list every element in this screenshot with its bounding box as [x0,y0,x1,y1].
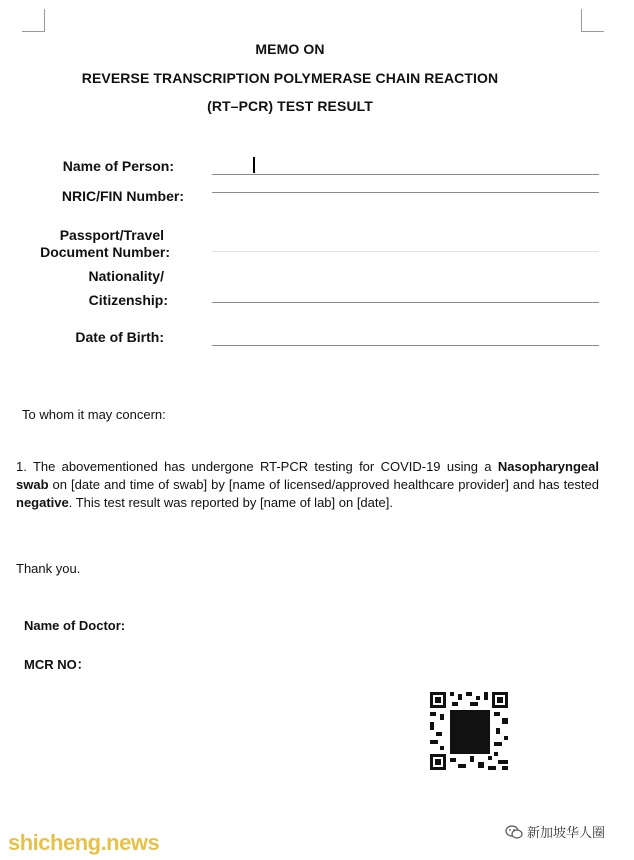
nationality-label-line2: Citizenship: [88,292,168,308]
paragraph-text: 1. The abovementioned has undergone RT-PCR testing for COVID-19 using a [16,459,498,474]
passport-field[interactable] [212,251,599,252]
date-of-birth-field[interactable] [212,345,599,346]
memo-title: MEMO ON [255,41,325,57]
watermark-account [505,822,605,841]
memo-subtitle-test-result: (RT–PCR) TEST RESULT [207,98,373,114]
result-bold: negative [16,495,69,510]
page-corner-mark-top-right [581,9,604,32]
nric-fin-label: NRIC/FIN Number: [61,188,184,204]
memo-subtitle: REVERSE TRANSCRIPTION POLYMERASE CHAIN REACTION [81,70,499,86]
closing: Thank you. [16,561,81,576]
wechat-icon [505,825,523,839]
name-of-person-label: Name of Person: [62,158,174,174]
qr-code [428,690,510,772]
date-of-birth-label: Date of Birth: [75,329,164,345]
swab-type-bold: Nasopharyngeal swab [16,459,599,492]
name-of-person-field[interactable] [212,174,599,175]
page-corner-mark-top-left [22,9,45,32]
nric-fin-field[interactable] [212,192,599,193]
account-name: 新加坡华人圈 [527,825,606,840]
passport-label-line1: Passport/Travel [59,227,164,243]
salutation: To whom it may concern: [22,407,166,422]
mcr-number-label: MCR NO： [24,657,90,672]
watermark-site-logo: shicheng.news [8,830,160,855]
paragraph-text: . This test result was reported by [name of lab] on [date]. [68,495,393,510]
nationality-field[interactable] [212,302,599,303]
text-cursor [253,157,255,173]
paragraph-text: on [date and time of swab] by [name of licensed/approved healthcare provider] and has tested [48,477,599,492]
doctor-name-label: Name of Doctor: [24,618,126,633]
memo-paragraph [16,458,599,512]
nationality-label-line1: Nationality/ [88,268,164,284]
passport-label-line2: Document Number: [40,244,170,260]
